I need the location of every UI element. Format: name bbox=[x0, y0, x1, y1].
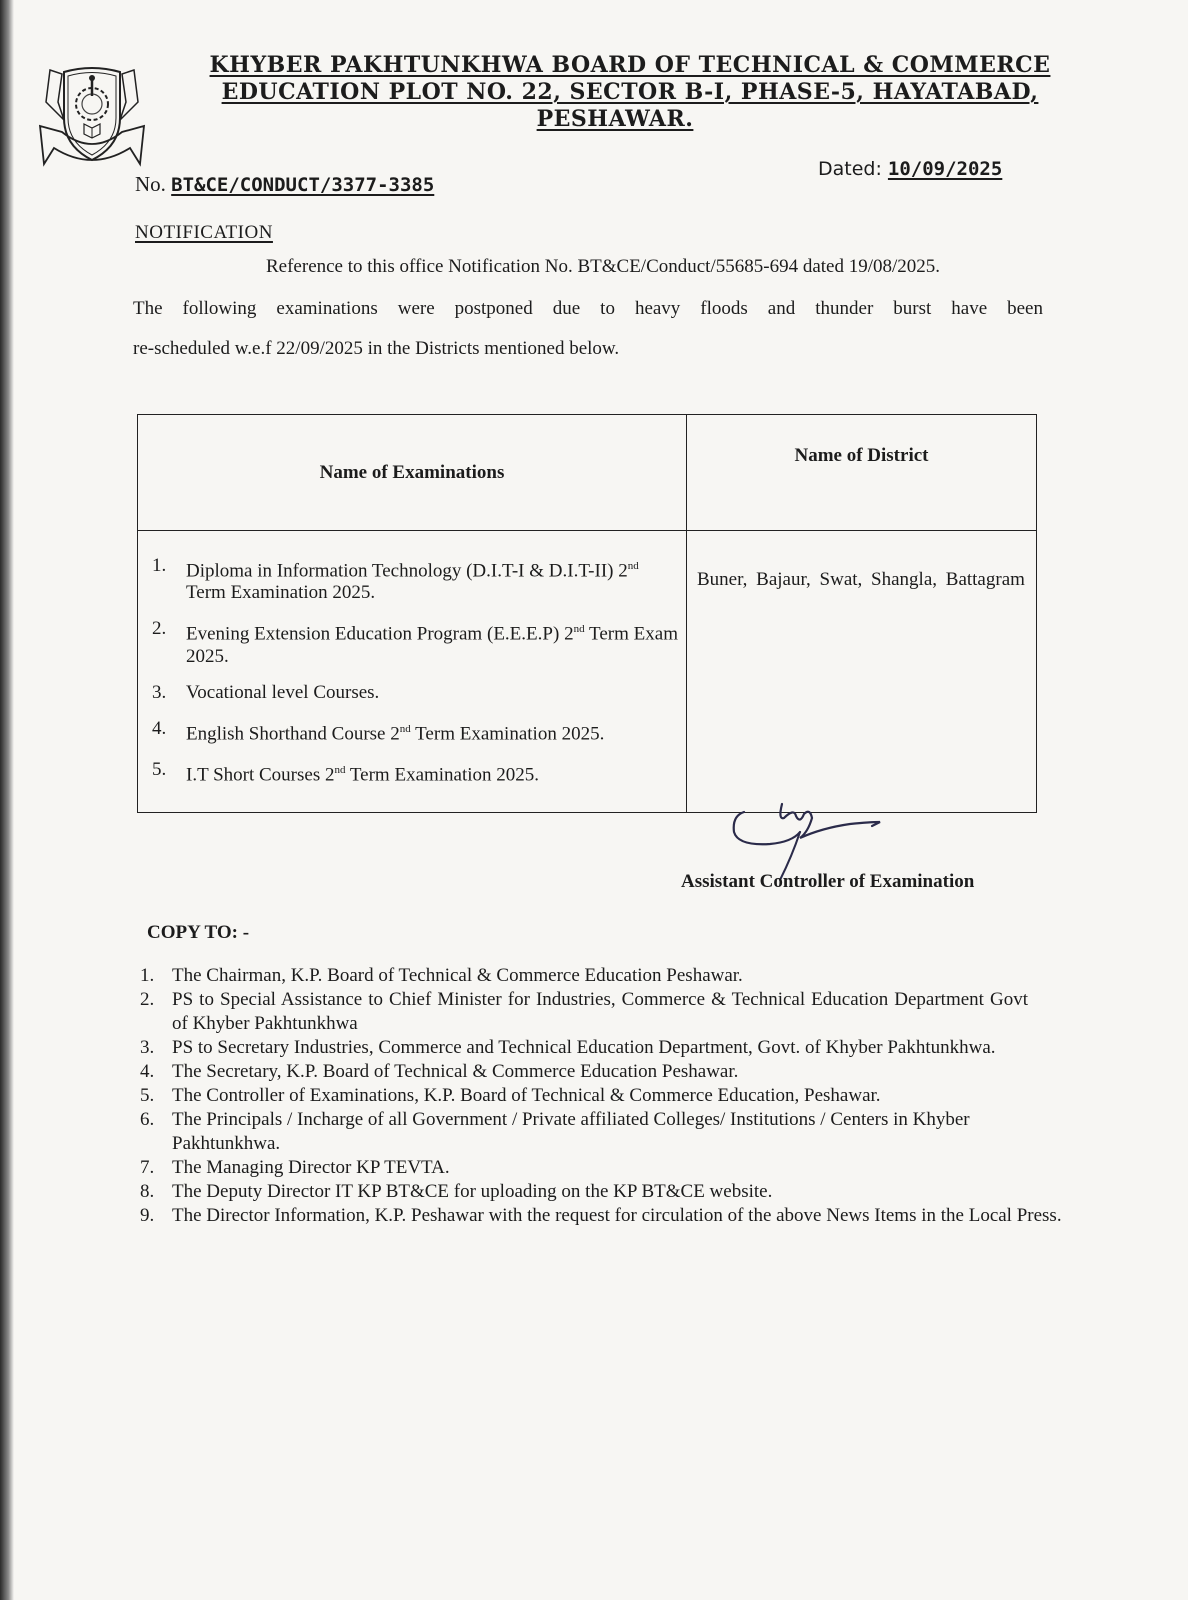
exam-item-text: I.T Short Courses 2nd Term Examination 2025. bbox=[186, 763, 540, 786]
exam-item-text: Diploma in Information Technology (D.I.T-I & D.I.T-II) 2nd Term Examination 2025. bbox=[186, 560, 639, 604]
copy-to-item: 8. The Deputy Director IT KP BT&CE for uploading on the KP BT&CE website. bbox=[140, 1181, 773, 1202]
exam-item-text: Vocational level Courses. bbox=[186, 681, 380, 703]
table-row bbox=[138, 531, 1037, 813]
issue-date-value: 10/09/2025 bbox=[887, 158, 1003, 180]
copy-to-item: 6. The Principals / Incharge of all Government / Private affiliated Colleges/ Institutions / Centers in Khyber Pakhtunkhwa. bbox=[140, 1109, 970, 1154]
notification-paragraph-line-2: The following examinations were postponed due to heavy floods and thunder burst have been bbox=[133, 298, 1043, 319]
copy-to-item: 4. The Secretary, K.P. Board of Technical & Commerce Education Peshawar. bbox=[140, 1061, 739, 1082]
table-header-row bbox=[138, 415, 1037, 531]
copy-to-item: 1. The Chairman, K.P. Board of Technical & Commerce Education Peshawar. bbox=[140, 965, 743, 986]
districts-cell: Buner, Bajaur, Swat, Shangla, Battagram bbox=[687, 531, 1037, 813]
exam-item-number: 5. bbox=[152, 758, 167, 780]
column-header-district: Name of District bbox=[687, 415, 1037, 531]
exam-item-number: 4. bbox=[152, 717, 167, 739]
exam-item-number: 2. bbox=[152, 618, 167, 640]
column-header-examinations: Name of Examinations bbox=[138, 415, 687, 531]
exam-item bbox=[152, 682, 678, 704]
exam-item-number: 3. bbox=[152, 681, 167, 703]
notification-heading: NOTIFICATION bbox=[135, 222, 273, 243]
examinations-cell bbox=[138, 531, 687, 813]
exam-item-text: English Shorthand Course 2nd Term Examination 2025. bbox=[186, 722, 605, 744]
copy-to-item: 3. PS to Secretary Industries, Commerce and Technical Education Department, Govt. of Khyber Pakhtunkhwa. bbox=[140, 1037, 996, 1058]
exam-item-text: Evening Extension Education Program (E.E.E.P) 2nd Term Exam 2025. bbox=[186, 623, 678, 667]
issue-date-label: Dated: bbox=[818, 158, 882, 180]
exam-item bbox=[152, 759, 678, 786]
letterhead bbox=[150, 52, 1070, 133]
copy-to-heading: COPY TO: - bbox=[147, 922, 250, 943]
reference-number-label: No. bbox=[135, 172, 166, 196]
notification-body bbox=[133, 256, 1043, 360]
scan-edge-shadow bbox=[0, 0, 14, 1600]
examinations-list bbox=[152, 555, 678, 786]
exam-item bbox=[152, 618, 678, 667]
letterhead-line-1: KHYBER PAKHTUNKHWA BOARD OF TECHNICAL & COMMERCE bbox=[209, 52, 1051, 78]
copy-to-list bbox=[140, 964, 1140, 1228]
reference-number bbox=[135, 172, 434, 197]
exam-item bbox=[152, 555, 678, 604]
issue-date bbox=[818, 158, 1002, 180]
notification-paragraph-line-3: re-scheduled w.e.f 22/09/2025 in the Districts mentioned below. bbox=[133, 338, 620, 359]
letterhead-line-3: PESHAWAR. bbox=[536, 106, 694, 132]
board-crest-logo-icon bbox=[36, 62, 148, 170]
copy-to-item: 9. The Director Information, K.P. Peshawar with the request for circulation of the above News Items in the Local Press. bbox=[140, 1205, 1062, 1226]
copy-to-item: 7. The Managing Director KP TEVTA. bbox=[140, 1157, 450, 1178]
notification-paragraph-reference: Reference to this office Notification No. BT&CE/Conduct/55685-694 dated 19/08/2025. bbox=[266, 256, 941, 277]
exam-item-number: 1. bbox=[152, 555, 167, 576]
examinations-table bbox=[137, 414, 1037, 813]
reference-number-value: BT&CE/CONDUCT/3377-3385 bbox=[171, 174, 435, 196]
copy-to-item: 5. The Controller of Examinations, K.P. Board of Technical & Commerce Education, Peshawar. bbox=[140, 1085, 881, 1106]
copy-to-item: 2. PS to Special Assistance to Chief Minister for Industries, Commerce & Technical Education Department Govt of Khyber Pakhtunkhwa bbox=[140, 989, 1028, 1034]
signatory-title: Assistant Controller of Examination bbox=[681, 871, 975, 892]
letterhead-line-2: EDUCATION PLOT NO. 22, SECTOR B-I, PHASE-5, HAYATABAD, bbox=[221, 79, 1039, 105]
exam-item bbox=[152, 718, 678, 745]
